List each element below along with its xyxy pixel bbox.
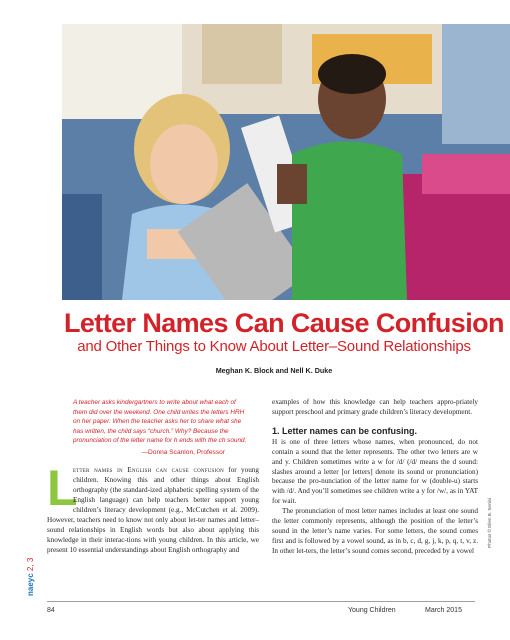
article-title: Letter Names Can Cause Confusion: [64, 308, 504, 338]
lead-in: etter names in English can cause confusion: [73, 466, 224, 475]
drop-cap: L: [47, 460, 78, 517]
byline: Meghan K. Block and Nell K. Duke: [215, 366, 333, 375]
intro-text: for young children. Knowing this and other things about English orthography (the standard-ized alphabetic spelling system of the English language) can help teachers better support young children’s literacy development (e.g., McCutchen et al. 2009). However, teachers need to know not only about let-ter names and letter–sound relationships in English words but also about applying this knowledge in their interac-tions with young children. In this article, we present 10 essential understandings about English orthography and: [47, 466, 259, 554]
section-heading-1: 1. Letter names can be confusing.: [272, 425, 418, 436]
intro-continued: examples of how this knowledge can help teachers appro-priately support preschool and primary grade children’s literacy development.: [272, 398, 478, 416]
article-subtitle: and Other Things to Know About Letter–Sound Relationships: [77, 338, 471, 355]
page-number: 84: [47, 607, 55, 614]
section-1-paragraph: H is one of three letters whose names, when pronounced, do not contain a sound that the letter represents. The other two letters are w and y. Children sometimes write a w for /d/ (/d/ means the d sound: slashes around a letter [or letters] denote its sound or pronunciation) because the pro-nunciation of the letter name for w (double-u) starts with /d/. And you’ll sometimes see children write a y for /w/, as in YAT for wait.: [272, 437, 478, 506]
classroom-photo: [62, 24, 510, 300]
naeyc-logo: naeyc: [26, 573, 35, 596]
intro-paragraph: [47, 460, 259, 555]
photo-credit: Photos © Ellen B. Senisi: [487, 498, 492, 548]
pull-quote: A teacher asks kindergartners to write about what each of them did over the weekend. One child writes the letters HRH on her paper. When the teacher asks her to share what she has written, the child says “church.” Why? Because the pronunciation of the letter name for h ends with the ch sound.: [73, 399, 247, 444]
issue-date: March 2015: [425, 607, 462, 614]
section-1-paragraph-2: The pronunciation of most letter names includes at least one sound the letter commonly represents, although the position of the letter’s sound in the letter’s name varies. For some letters, the sound comes first and is followed by a vowel sound, as in b, c, d, g, j, k, p, q, t, v, z. In other let-ters, the letter’s sound comes second, preceded by a vowel: [272, 507, 478, 555]
left-column: [47, 398, 259, 556]
quote-attribution: —Donna Scanlon, Professor: [141, 448, 225, 456]
right-column: [272, 398, 478, 557]
footer-divider: [47, 601, 475, 602]
standards-codes: 2, 3: [26, 557, 35, 572]
naeyc-standards-tag: [26, 558, 35, 596]
journal-name: Young Children: [348, 607, 396, 614]
